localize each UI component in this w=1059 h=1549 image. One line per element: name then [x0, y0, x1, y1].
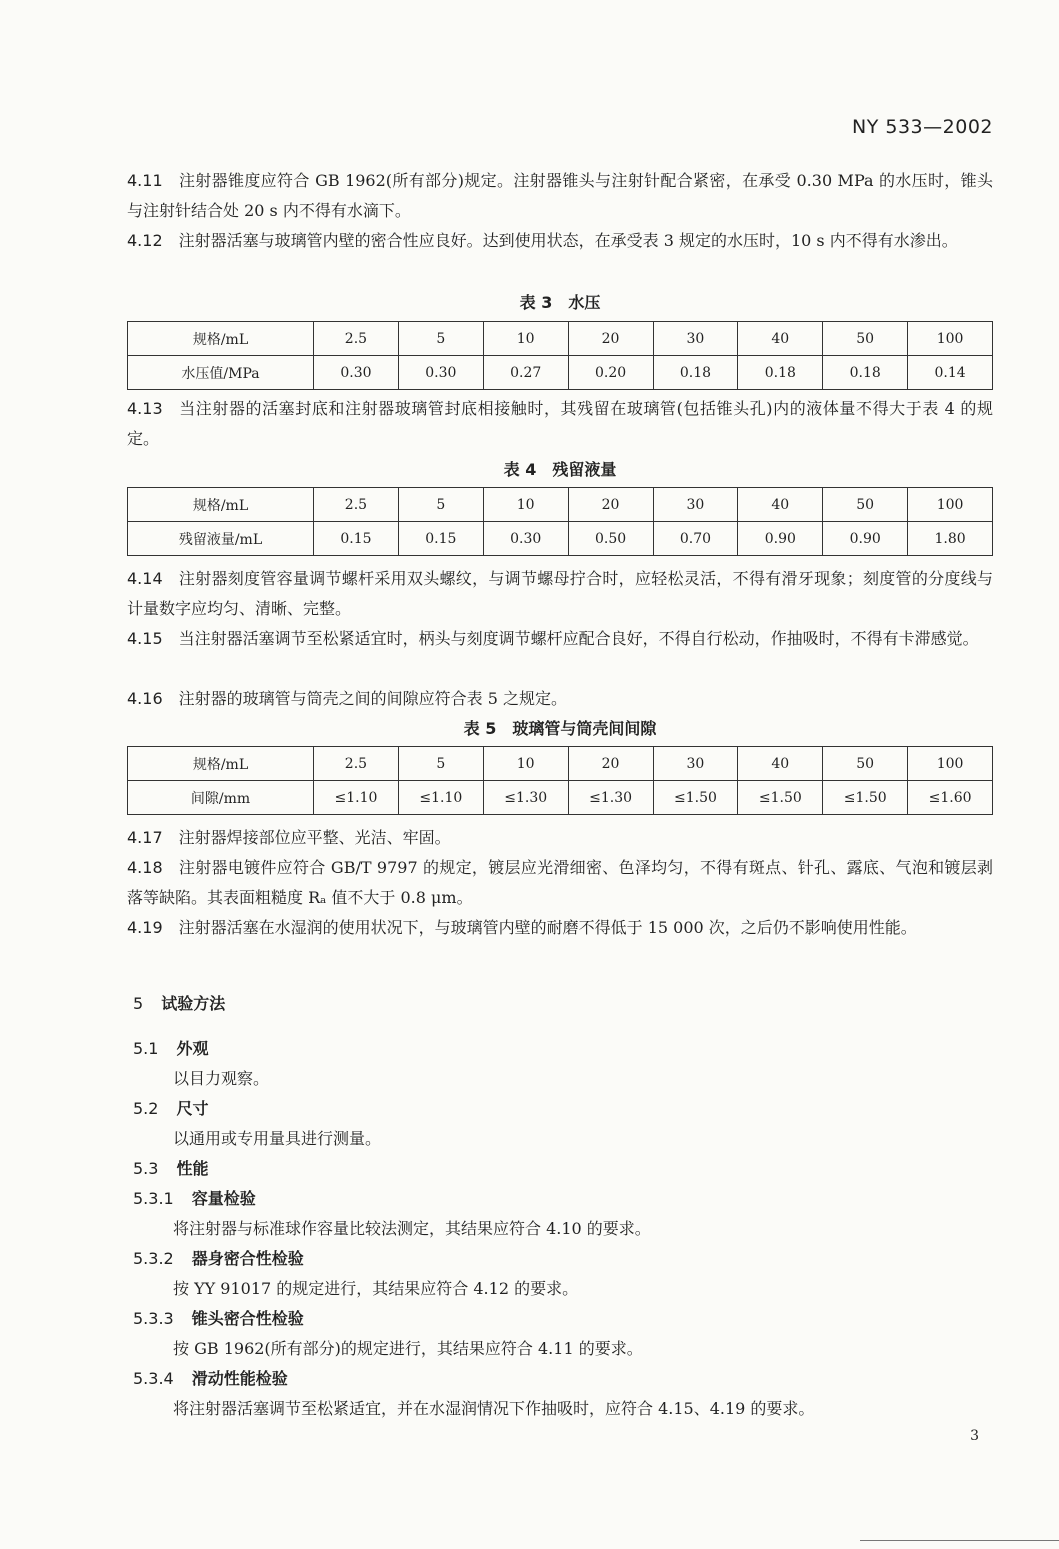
footer-rule [860, 1540, 1059, 1541]
table-cell: 30 [653, 322, 738, 356]
table-cell: 100 [908, 322, 993, 356]
table-cell: 50 [823, 747, 908, 781]
table-cell: 5 [398, 322, 483, 356]
section-5-1-heading: 5.1 外观 [133, 1039, 209, 1058]
clause-4-19: 4.19 注射器活塞在水湿润的使用状况下，与玻璃管内壁的耐磨不得低于 15 000 次，之后仍不影响使用性能。 [127, 918, 917, 937]
table-cell: 5 [398, 488, 483, 522]
table-cell: ≤1.10 [314, 781, 399, 815]
table-cell: ≤1.50 [738, 781, 823, 815]
section-5-3-3-heading: 5.3.3 锥头密合性检验 [133, 1309, 304, 1328]
clause-4-12: 4.12 注射器活塞与玻璃管内壁的密合性应良好。达到使用状态，在承受表 3 规定的水压时，10 s 内不得有水渗出。 [127, 231, 958, 250]
table-cell: 40 [738, 488, 823, 522]
table-cell: ≤1.60 [908, 781, 993, 815]
table-cell: 0.30 [483, 522, 568, 556]
table-row [128, 356, 993, 390]
table-cell: 0.90 [823, 522, 908, 556]
table-cell: 0.18 [738, 356, 823, 390]
table-cell: 1.80 [908, 522, 993, 556]
clause-4-13: 4.13 当注射器的活塞封底和注射器玻璃管封底相接触时，其残留在玻璃管(包括锥头孔)内的液体量不得大于表 4 的规定。 [127, 399, 993, 448]
table-cell: ≤1.50 [823, 781, 908, 815]
table-cell: 0.30 [398, 356, 483, 390]
clause-4-17: 4.17 注射器焊接部位应平整、光洁、牢固。 [127, 828, 451, 847]
table-row [128, 781, 993, 815]
section-5-heading: 5 试验方法 [133, 994, 226, 1013]
table3 [127, 321, 993, 390]
table4 [127, 487, 993, 556]
section-5-2-body: 以通用或专用量具进行测量。 [173, 1129, 382, 1148]
table-cell: 10 [483, 488, 568, 522]
table-cell: 0.15 [398, 522, 483, 556]
table-cell: 40 [738, 322, 823, 356]
page-number: 3 [970, 1428, 979, 1444]
table-cell: 0.14 [908, 356, 993, 390]
table-cell: 2.5 [314, 488, 399, 522]
table-cell: 100 [908, 488, 993, 522]
table-cell: 规格/mL [128, 488, 314, 522]
document-id: NY 533—2002 [852, 116, 993, 138]
table4-caption: 表 4 残留液量 [503, 460, 617, 479]
table5 [127, 746, 993, 815]
table-cell: ≤1.30 [568, 781, 653, 815]
clause-4-16: 4.16 注射器的玻璃管与筒壳之间的间隙应符合表 5 之规定。 [127, 689, 567, 708]
table-cell: 5 [398, 747, 483, 781]
clause-4-15: 4.15 当注射器活塞调节至松紧适宜时，柄头与刻度调节螺杆应配合良好，不得自行松动，作抽吸时，不得有卡滞感觉。 [127, 629, 979, 648]
table-cell: 30 [653, 488, 738, 522]
section-5-1-body: 以目力观察。 [173, 1069, 270, 1088]
clause-4-14: 4.14 注射器刻度管容量调节螺杆采用双头螺纹，与调节螺母拧合时，应轻松灵活，不得有滑牙现象；刻度管的分度线与计量数字应均匀、清晰、完整。 [127, 569, 993, 618]
section-5-3-1-body: 将注射器与标准球作容量比较法测定，其结果应符合 4.10 的要求。 [173, 1219, 651, 1238]
table-cell: 规格/mL [128, 322, 314, 356]
table-row [128, 747, 993, 781]
table-cell: 10 [483, 747, 568, 781]
table-cell: 0.15 [314, 522, 399, 556]
table-cell: 0.27 [483, 356, 568, 390]
table-cell: 规格/mL [128, 747, 314, 781]
section-5-3-4-body: 将注射器活塞调节至松紧适宜，并在水湿润情况下作抽吸时，应符合 4.15、4.19 的要求。 [173, 1399, 815, 1418]
table-row [128, 522, 993, 556]
table-row [128, 488, 993, 522]
table3-caption: 表 3 水压 [519, 293, 601, 312]
section-5-3-heading: 5.3 性能 [133, 1159, 209, 1178]
table-cell: 0.30 [314, 356, 399, 390]
table-cell: 30 [653, 747, 738, 781]
table-cell: 0.20 [568, 356, 653, 390]
table-cell: 100 [908, 747, 993, 781]
table-cell: 2.5 [314, 322, 399, 356]
table-cell: 50 [823, 322, 908, 356]
section-5-3-2-body: 按 YY 91017 的规定进行，其结果应符合 4.12 的要求。 [173, 1279, 579, 1298]
table-cell: ≤1.30 [483, 781, 568, 815]
table-cell: 间隙/mm [128, 781, 314, 815]
table-cell: 水压值/MPa [128, 356, 314, 390]
table-cell: 0.50 [568, 522, 653, 556]
section-5-3-4-heading: 5.3.4 滑动性能检验 [133, 1369, 288, 1388]
table5-caption: 表 5 玻璃管与筒壳间间隙 [463, 719, 657, 738]
table-cell: ≤1.10 [398, 781, 483, 815]
table-cell: 20 [568, 488, 653, 522]
table-cell: 10 [483, 322, 568, 356]
section-5-2-heading: 5.2 尺寸 [133, 1099, 209, 1118]
table-cell: ≤1.50 [653, 781, 738, 815]
table-cell: 残留液量/mL [128, 522, 314, 556]
table-cell: 0.70 [653, 522, 738, 556]
section-5-3-3-body: 按 GB 1962(所有部分)的规定进行，其结果应符合 4.11 的要求。 [173, 1339, 643, 1358]
table-cell: 2.5 [314, 747, 399, 781]
clause-4-11: 4.11 注射器锥度应符合 GB 1962(所有部分)规定。注射器锥头与注射针配合紧密，在承受 0.30 MPa 的水压时，锥头与注射针结合处 20 s 内不得有水滴下。 [127, 171, 993, 220]
clause-4-18: 4.18 注射器电镀件应符合 GB/T 9797 的规定，镀层应光滑细密、色泽均匀，不得有斑点、针孔、露底、气泡和镀层剥落等缺陷。其表面粗糙度 Rₐ 值不大于 0.8 μm。 [127, 858, 993, 907]
section-5-3-1-heading: 5.3.1 容量检验 [133, 1189, 256, 1208]
table-cell: 0.90 [738, 522, 823, 556]
table-cell: 20 [568, 322, 653, 356]
table-cell: 0.18 [823, 356, 908, 390]
table-cell: 50 [823, 488, 908, 522]
table-cell: 40 [738, 747, 823, 781]
table-cell: 0.18 [653, 356, 738, 390]
section-5-3-2-heading: 5.3.2 器身密合性检验 [133, 1249, 304, 1268]
table-row [128, 322, 993, 356]
table-cell: 20 [568, 747, 653, 781]
